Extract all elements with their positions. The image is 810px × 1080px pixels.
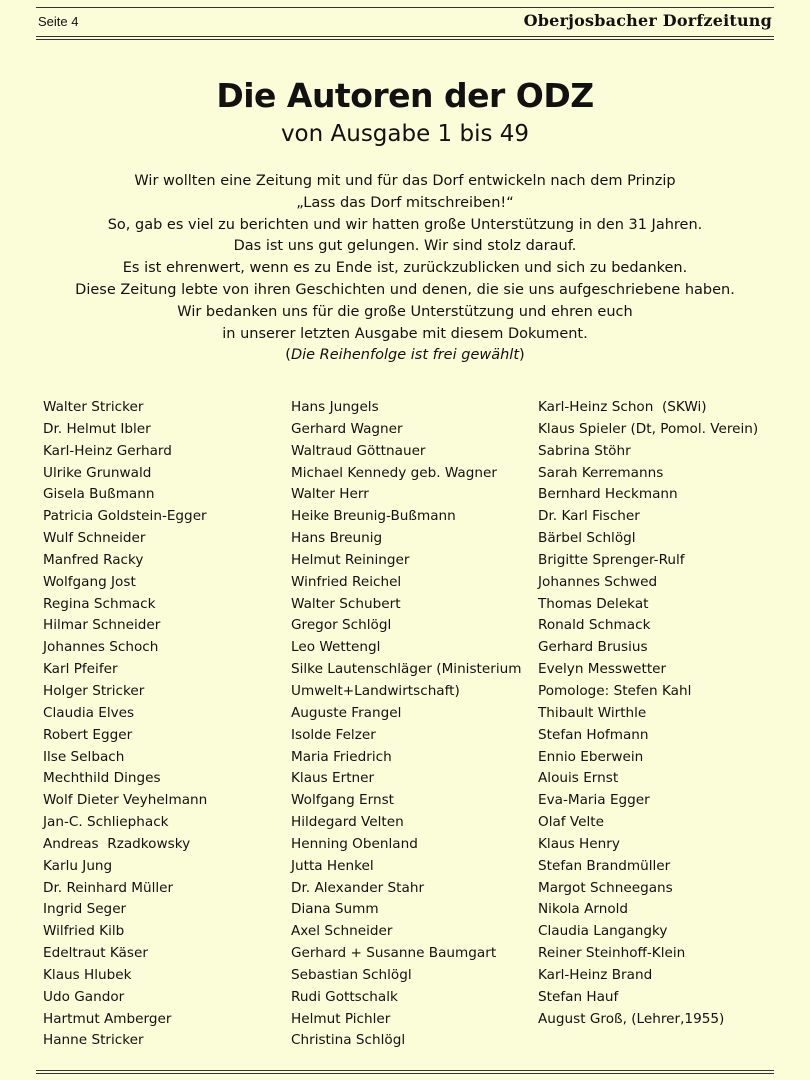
intro-line: Das ist uns gut gelungen. Wir sind stolz darauf. [233, 238, 577, 255]
author-name: Walter Stricker [43, 399, 144, 415]
author-name: Claudia Elves [43, 704, 135, 721]
author-name: Klaus Spieler (Dt, Pomol. Verein) [538, 420, 759, 437]
intro-line: in unserer letzten Ausgabe mit diesem Dokument. [222, 325, 588, 342]
author-name: Helmut Pichler [291, 1010, 391, 1027]
author-name: Helmut Reininger [291, 551, 410, 568]
author-name: Gerhard Wagner [291, 420, 403, 437]
author-name: Thibault Wirthle [538, 704, 647, 721]
author-name: Ingrid Seger [43, 901, 127, 918]
author-name: Isolde Felzer [291, 726, 376, 743]
author-name: August Groß, (Lehrer,1955) [538, 1010, 725, 1027]
author-name: Karlu Jung [43, 857, 113, 874]
header-rule-top [36, 7, 774, 8]
author-name: Manfred Racky [43, 551, 144, 568]
author-name: Gerhard + Susanne Baumgart [291, 945, 497, 962]
author-name: Regina Schmack [43, 595, 156, 612]
author-name: Gerhard Brusius [538, 639, 648, 656]
author-name: Sabrina Stöhr [538, 442, 631, 459]
author-name: Edeltraut Käser [43, 945, 148, 962]
author-name: Jutta Henkel [291, 857, 374, 874]
author-name: Ronald Schmack [538, 617, 651, 634]
intro-line: „Lass das Dorf mitschreiben!“ [296, 194, 514, 211]
note-paren-close: ) [519, 347, 525, 364]
author-name: Silke Lautenschläger (Ministerium [291, 661, 522, 678]
author-name: Michael Kennedy geb. Wagner [291, 464, 497, 481]
intro-line: So, gab es viel zu berichten und wir hatten große Unterstützung in den 31 Jahren. [107, 216, 703, 233]
author-name: Brigitte Sprenger-Rulf [538, 551, 685, 568]
author-name: Wolf Dieter Veyhelmann [43, 792, 208, 809]
author-name: Karl Pfeifer [43, 661, 118, 678]
author-name: Walter Schubert [291, 595, 401, 612]
page-number: Seite 4 [38, 14, 79, 29]
author-name: Gregor Schlögl [291, 617, 392, 634]
author-name: Mechthild Dinges [43, 770, 161, 787]
author-column-1 [43, 397, 207, 1052]
footer-rule [36, 1070, 774, 1074]
intro-text [40, 171, 770, 367]
author-name: Gisela Bußmann [43, 486, 155, 503]
author-name: Stefan Hauf [538, 988, 619, 1005]
author-name: Alouis Ernst [538, 770, 619, 787]
author-name: Christina Schlögl [291, 1032, 406, 1049]
order-note [40, 345, 770, 367]
author-name: Stefan Hofmann [538, 726, 649, 743]
author-name: Dr. Karl Fischer [538, 508, 640, 525]
author-name: Henning Obenland [291, 835, 418, 852]
author-name: Diana Summ [291, 901, 379, 918]
author-name: Sarah Kerremanns [538, 464, 664, 481]
author-name: Bärbel Schlögl [538, 530, 636, 547]
author-name: Holger Stricker [43, 682, 145, 699]
author-name: Evelyn Messwetter [538, 661, 667, 678]
author-name: Ennio Eberwein [538, 748, 644, 765]
note-paren-open: ( [285, 347, 291, 364]
author-name: Johannes Schoch [43, 639, 159, 656]
author-name: Robert Egger [43, 726, 133, 743]
author-name: Umwelt+Landwirtschaft) [291, 682, 460, 699]
author-name: Wolfgang Jost [43, 573, 136, 590]
intro-line: Es ist ehrenwert, wenn es zu Ende ist, zurückzublicken und sich zu bedanken. [122, 260, 688, 277]
author-name: Maria Friedrich [291, 748, 392, 765]
intro-line: Wir bedanken uns für die große Unterstützung und ehren euch [177, 303, 633, 320]
author-name: Margot Schneegans [538, 879, 673, 896]
author-name: Dr. Reinhard Müller [43, 879, 174, 896]
author-name: Winfried Reichel [291, 573, 402, 590]
page-subtitle: von Ausgabe 1 bis 49 [280, 121, 530, 147]
author-name: Dr. Alexander Stahr [291, 879, 425, 896]
intro-line: Diese Zeitung lebte von ihren Geschichten und denen, die sie uns aufgeschriebene haben. [75, 281, 735, 298]
masthead: Oberjosbacher Dorfzeitung [523, 11, 772, 30]
header-rule-bottom [36, 36, 774, 40]
author-name: Jan-C. Schliephack [43, 814, 169, 831]
author-name: Claudia Langangky [538, 923, 668, 940]
author-name: Sebastian Schlögl [291, 966, 412, 983]
author-name: Wilfried Kilb [43, 923, 125, 940]
author-name: Wulf Schneider [43, 530, 146, 547]
author-name: Patricia Goldstein-Egger [43, 508, 207, 525]
author-name: Karl-Heinz Brand [538, 966, 653, 983]
author-name: Eva-Maria Egger [538, 792, 650, 809]
author-name: Stefan Brandmüller [538, 857, 671, 874]
author-name: Hildegard Velten [291, 814, 404, 831]
author-name: Karl-Heinz Gerhard [43, 442, 172, 459]
author-name: Hartmut Amberger [43, 1010, 172, 1027]
author-name: Johannes Schwed [538, 573, 658, 590]
author-name: Klaus Ertner [291, 770, 375, 787]
author-name: Ulrike Grunwald [43, 464, 152, 481]
page-title: Die Autoren der ODZ [216, 76, 594, 115]
author-name: Leo Wettengl [291, 639, 381, 656]
author-name: Karl-Heinz Schon (SKWi) [538, 399, 707, 415]
intro-line: Wir wollten eine Zeitung mit und für das Dorf entwickeln nach dem Prinzip [134, 173, 676, 189]
author-name: Klaus Hlubek [43, 966, 132, 983]
author-name: Pomologe: Stefen Kahl [538, 682, 692, 699]
author-name: Reiner Steinhoff-Klein [538, 945, 686, 962]
author-name: Nikola Arnold [538, 901, 629, 918]
author-name: Auguste Frangel [291, 704, 402, 721]
author-name: Andreas Rzadkowsky [43, 835, 191, 852]
author-column-2 [291, 397, 521, 1052]
author-name: Waltraud Göttnauer [291, 442, 426, 459]
author-name: Hans Breunig [291, 530, 383, 547]
author-name: Dr. Helmut Ibler [43, 420, 151, 437]
author-name: Rudi Gottschalk [291, 988, 398, 1005]
author-name: Axel Schneider [291, 923, 393, 940]
author-columns [0, 397, 810, 1067]
author-name: Hilmar Schneider [43, 617, 161, 634]
author-name: Hanne Stricker [43, 1032, 144, 1049]
author-name: Olaf Velte [538, 814, 604, 831]
author-name: Klaus Henry [538, 835, 620, 852]
author-name: Ilse Selbach [43, 748, 125, 765]
author-name: Thomas Delekat [538, 595, 649, 612]
author-name: Bernhard Heckmann [538, 486, 678, 503]
author-name: Udo Gandor [43, 988, 125, 1005]
author-name: Wolfgang Ernst [291, 792, 395, 809]
author-name: Heike Breunig-Bußmann [291, 508, 456, 525]
author-name: Walter Herr [291, 486, 369, 503]
order-note-text: Die Reihenfolge ist frei gewählt [290, 347, 520, 364]
author-name: Hans Jungels [291, 399, 379, 415]
author-column-3 [538, 397, 758, 1030]
